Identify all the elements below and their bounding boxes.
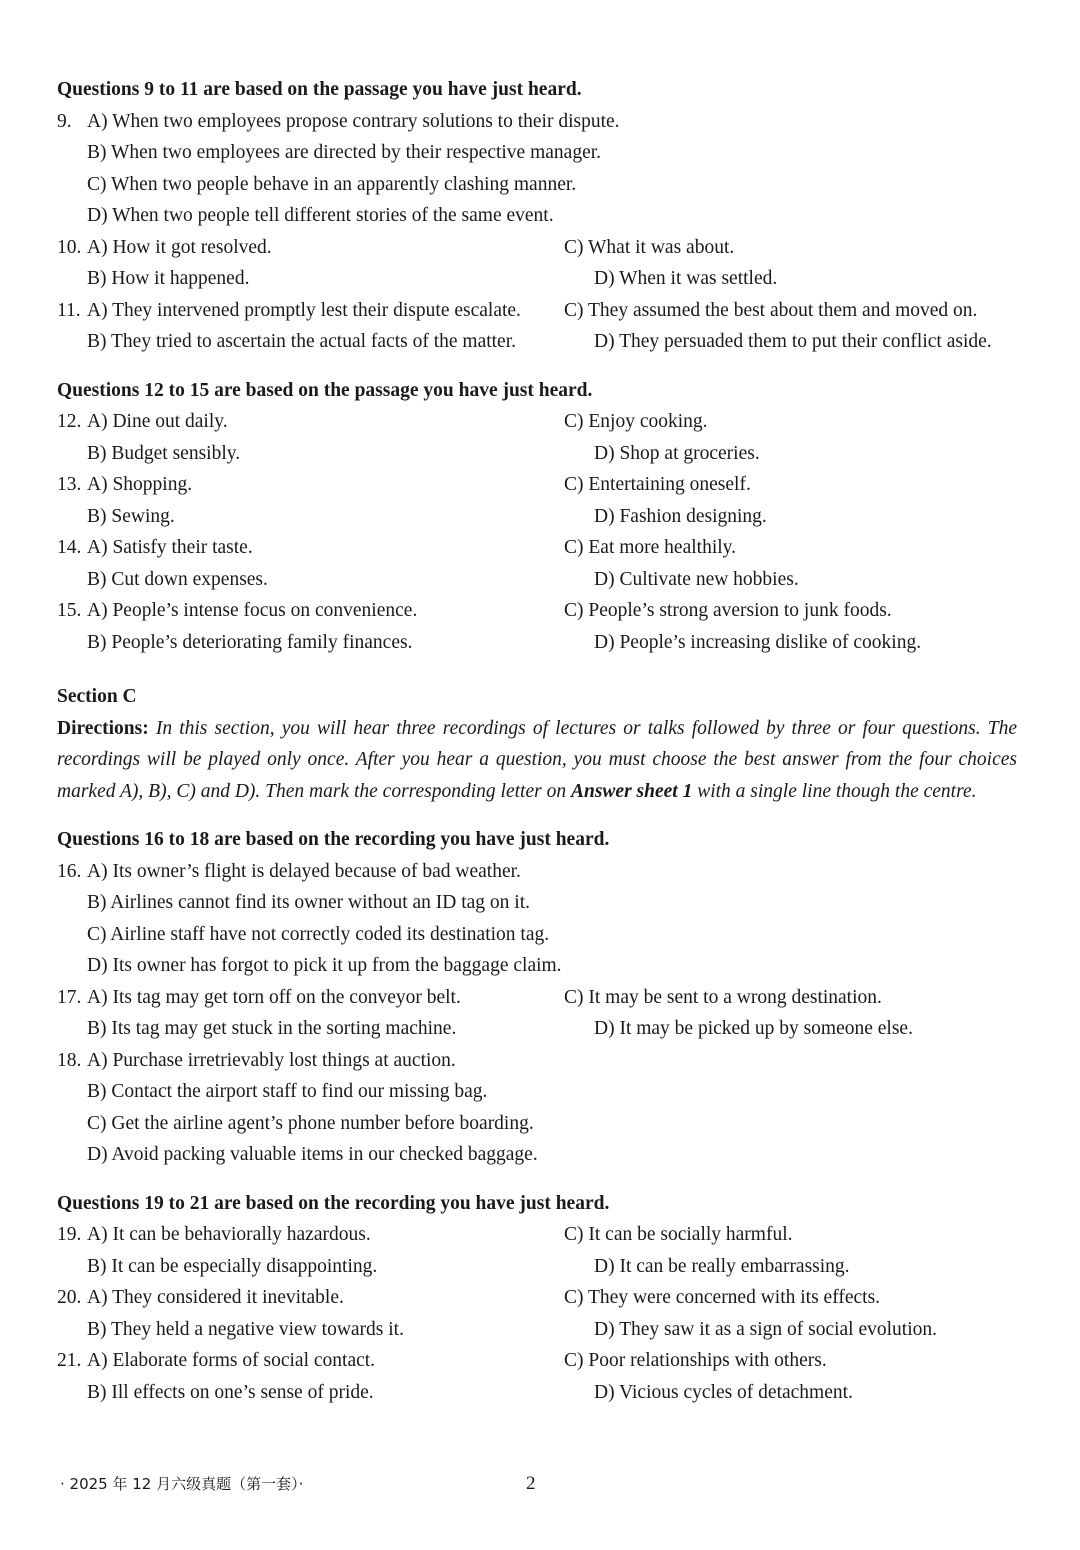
option-a: A) Its tag may get torn off on the conveyor belt.	[87, 986, 461, 1008]
option-a: A) It can be behaviorally hazardous.	[87, 1224, 371, 1245]
option-d: D) They persuaded them to put their conflict aside.	[594, 331, 992, 352]
question-12-row-2	[57, 438, 1017, 470]
question-10-row-2	[57, 263, 1017, 295]
question-13	[57, 469, 1017, 501]
option-b: B) Sewing.	[87, 505, 175, 527]
option-d: D) When two people tell different stories of the same event.	[87, 205, 554, 226]
question-19	[57, 1219, 1017, 1251]
question-number: 14.	[57, 537, 82, 558]
section-c-title: Section C	[57, 686, 137, 707]
question-number: 13.	[57, 474, 82, 495]
question-20-row-2	[57, 1314, 1017, 1346]
question-number: 11.	[57, 299, 81, 321]
question-21-row-2	[57, 1377, 1017, 1409]
question-14	[57, 532, 1017, 564]
directions-text-2: with a single line though the centre.	[697, 780, 977, 802]
option-b: B) They held a negative view towards it.	[87, 1318, 404, 1340]
option-a: A) Elaborate forms of social contact.	[87, 1350, 376, 1371]
option-a: A) When two employees propose contrary solutions to their dispute.	[87, 110, 620, 132]
option-d: D) Fashion designing.	[594, 505, 767, 527]
option-a: A) How it got resolved.	[87, 236, 272, 258]
question-group-12-15	[57, 375, 1017, 659]
group-heading: Questions 19 to 21 are based on the recording you have just heard.	[57, 1192, 610, 1214]
question-group-16-18	[57, 824, 1017, 1171]
option-d: D) Its owner has forgot to pick it up from the baggage claim.	[87, 955, 562, 976]
option-c: C) They were concerned with its effects.	[564, 1287, 881, 1308]
option-c: C) Eat more healthily.	[564, 537, 737, 558]
footer-exam-title: · 2025 年 12 月六级真题（第一套）·	[60, 1475, 304, 1493]
exam-page	[57, 74, 1017, 1425]
question-19-row-2	[57, 1251, 1017, 1283]
option-a: A) People’s intense focus on convenience.	[87, 600, 418, 621]
answer-sheet-ref: Answer sheet 1	[570, 780, 693, 802]
option-c: C) Enjoy cooking.	[564, 411, 708, 432]
option-d: D) It may be picked up by someone else.	[594, 1018, 913, 1039]
question-12	[57, 406, 1017, 438]
question-group-19-21	[57, 1188, 1017, 1409]
question-13-row-2	[57, 501, 1017, 533]
question-number: 21.	[57, 1350, 82, 1371]
question-number: 18.	[57, 1049, 82, 1071]
option-b: B) Cut down expenses.	[87, 568, 268, 590]
question-number: 20.	[57, 1287, 82, 1308]
option-a: A) They considered it inevitable.	[87, 1287, 344, 1308]
question-14-row-2	[57, 564, 1017, 596]
option-c: C) Get the airline agent’s phone number before boarding.	[87, 1112, 534, 1134]
option-c: C) Entertaining oneself.	[564, 474, 751, 495]
question-number: 10.	[57, 236, 82, 258]
option-b: B) Ill effects on one’s sense of pride.	[87, 1381, 374, 1403]
option-c: C) People’s strong aversion to junk foods.	[564, 600, 892, 621]
question-10	[57, 232, 1017, 264]
option-b: B) It can be especially disappointing.	[87, 1255, 378, 1277]
question-16	[57, 856, 1017, 888]
question-15-row-2	[57, 627, 1017, 659]
page-number: 2	[526, 1473, 536, 1494]
option-d: D) Cultivate new hobbies.	[594, 568, 799, 590]
option-b: B) Airlines cannot find its owner without an ID tag on it.	[87, 892, 531, 913]
option-a: A) Purchase irretrievably lost things at auction.	[87, 1049, 456, 1071]
option-a: A) They intervened promptly lest their dispute escalate.	[87, 299, 521, 321]
option-c: C) Poor relationships with others.	[564, 1350, 827, 1371]
question-number: 9.	[57, 110, 72, 132]
option-b: B) How it happened.	[87, 268, 250, 289]
question-number: 15.	[57, 600, 82, 621]
question-9	[57, 106, 1017, 138]
option-a: A) Shopping.	[87, 474, 193, 495]
option-c: C) It can be socially harmful.	[564, 1224, 793, 1245]
question-21	[57, 1345, 1017, 1377]
question-number: 17.	[57, 986, 82, 1008]
option-b: B) Its tag may get stuck in the sorting machine.	[87, 1018, 457, 1039]
group-heading: Questions 12 to 15 are based on the passage you have just heard.	[57, 379, 593, 401]
question-11-row-2	[57, 326, 1017, 358]
question-20	[57, 1282, 1017, 1314]
question-number: 19.	[57, 1224, 82, 1245]
option-c: C) They assumed the best about them and moved on.	[564, 299, 978, 321]
option-c: C) When two people behave in an apparently clashing manner.	[87, 173, 577, 195]
directions-label: Directions:	[57, 717, 149, 739]
question-17-row-2	[57, 1013, 1017, 1045]
option-b: B) Budget sensibly.	[87, 442, 241, 464]
question-number: 16.	[57, 860, 82, 882]
question-number: 12.	[57, 411, 82, 432]
question-17	[57, 982, 1017, 1014]
option-d: D) When it was settled.	[594, 268, 778, 289]
option-d: D) They saw it as a sign of social evolution.	[594, 1318, 937, 1340]
option-d: D) It can be really embarrassing.	[594, 1255, 850, 1277]
option-a: A) Its owner’s flight is delayed because of bad weather.	[87, 860, 521, 882]
option-b: B) When two employees are directed by their respective manager.	[87, 142, 602, 163]
directions-text-1: In this section, you will hear three recordings of lectures or talks followed by three or four questions. The recordings will be played only once. After you hear a question, you must choose the best answer from the four choices marked A), B), C) and D). Then mark the corresponding letter on	[57, 717, 1017, 802]
option-b: B) They tried to ascertain the actual facts of the matter.	[87, 331, 517, 352]
option-b: B) People’s deteriorating family finances.	[87, 631, 413, 653]
option-c: C) Airline staff have not correctly coded its destination tag.	[87, 923, 550, 945]
option-a: A) Satisfy their taste.	[87, 537, 253, 558]
option-d: D) People’s increasing dislike of cooking.	[594, 631, 922, 653]
option-d: D) Avoid packing valuable items in our checked baggage.	[87, 1144, 538, 1165]
option-b: B) Contact the airport staff to find our missing bag.	[87, 1081, 488, 1102]
option-d: D) Shop at groceries.	[594, 442, 760, 464]
option-c: C) What it was about.	[564, 236, 735, 258]
question-group-9-11	[57, 74, 1017, 358]
question-15	[57, 595, 1017, 627]
group-heading: Questions 16 to 18 are based on the recording you have just heard.	[57, 829, 610, 850]
section-c-directions	[57, 713, 1017, 808]
option-d: D) Vicious cycles of detachment.	[594, 1381, 853, 1403]
option-a: A) Dine out daily.	[87, 411, 228, 432]
question-11	[57, 295, 1017, 327]
question-18	[57, 1045, 1017, 1077]
option-c: C) It may be sent to a wrong destination.	[564, 986, 882, 1008]
group-heading: Questions 9 to 11 are based on the passage you have just heard.	[57, 79, 582, 100]
